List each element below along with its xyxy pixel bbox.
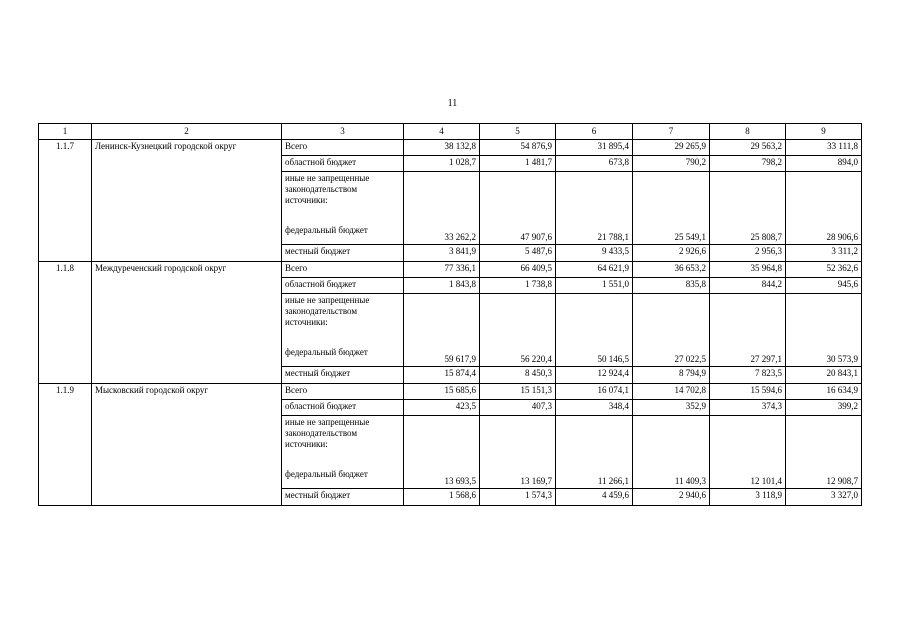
- local-value: 5 487,6: [480, 245, 556, 262]
- local-value: 7 823,5: [710, 367, 786, 384]
- total-value: 66 409,5: [480, 262, 556, 278]
- regional-value: 1 028,7: [404, 156, 480, 172]
- local-value: 8 794,9: [633, 367, 710, 384]
- regional-value: 835,8: [633, 278, 710, 294]
- regional-value: 352,9: [633, 400, 710, 416]
- row-label-other-federal: [282, 294, 404, 367]
- federal-value: 27 297,1: [710, 294, 786, 367]
- total-value: 29 265,9: [633, 140, 710, 156]
- federal-value: 21 788,1: [556, 172, 633, 245]
- regional-value: 407,3: [480, 400, 556, 416]
- table-body: [39, 124, 862, 506]
- regional-value: 399,2: [786, 400, 862, 416]
- federal-value: 11 409,3: [633, 416, 710, 489]
- total-value: 15 151,3: [480, 384, 556, 400]
- table-row: [39, 262, 862, 278]
- row-label-other-federal: [282, 416, 404, 489]
- total-value: 36 653,2: [633, 262, 710, 278]
- column-header: 2: [92, 124, 282, 140]
- regional-value: 1 551,0: [556, 278, 633, 294]
- row-label-local: местный бюджет: [282, 245, 404, 262]
- local-value: 2 956,3: [710, 245, 786, 262]
- federal-value: 27 022,5: [633, 294, 710, 367]
- federal-value: 25 808,7: [710, 172, 786, 245]
- regional-value: 423,5: [404, 400, 480, 416]
- local-value: 12 924,4: [556, 367, 633, 384]
- federal-value: 30 573,9: [786, 294, 862, 367]
- column-header: 8: [710, 124, 786, 140]
- federal-value: 50 146,5: [556, 294, 633, 367]
- total-value: 64 621,9: [556, 262, 633, 278]
- row-label-federal: федеральный бюджет: [285, 469, 368, 479]
- regional-value: 790,2: [633, 156, 710, 172]
- total-value: 52 362,6: [786, 262, 862, 278]
- federal-value: 11 266,1: [556, 416, 633, 489]
- total-value: 77 336,1: [404, 262, 480, 278]
- row-label-federal: федеральный бюджет: [285, 347, 368, 357]
- column-header: 1: [39, 124, 92, 140]
- regional-value: 798,2: [710, 156, 786, 172]
- district-name: Мысковский городской округ: [92, 384, 282, 506]
- regional-value: 348,4: [556, 400, 633, 416]
- total-value: 16 634,9: [786, 384, 862, 400]
- row-label-local: местный бюджет: [282, 367, 404, 384]
- total-value: 38 132,8: [404, 140, 480, 156]
- budget-table: [38, 123, 862, 506]
- local-value: 9 433,5: [556, 245, 633, 262]
- regional-value: 1 843,8: [404, 278, 480, 294]
- table-row: [39, 140, 862, 156]
- local-value: 3 118,9: [710, 489, 786, 506]
- total-value: 33 111,8: [786, 140, 862, 156]
- federal-value: 25 549,1: [633, 172, 710, 245]
- total-value: 35 964,8: [710, 262, 786, 278]
- federal-value: 13 169,7: [480, 416, 556, 489]
- regional-value: 844,2: [710, 278, 786, 294]
- row-label-total: Всего: [282, 262, 404, 278]
- local-value: 4 459,6: [556, 489, 633, 506]
- row-label-regional: областной бюджет: [282, 156, 404, 172]
- row-label-federal: федеральный бюджет: [285, 225, 368, 235]
- row-label-regional: областной бюджет: [282, 400, 404, 416]
- local-value: 15 874,4: [404, 367, 480, 384]
- local-value: 20 843,1: [786, 367, 862, 384]
- page-number: 11: [447, 98, 458, 109]
- federal-value: 13 693,5: [404, 416, 480, 489]
- local-value: 3 311,2: [786, 245, 862, 262]
- regional-value: 894,0: [786, 156, 862, 172]
- column-header: 7: [633, 124, 710, 140]
- regional-value: 945,6: [786, 278, 862, 294]
- row-label-other: иные не запрещенные законодательством источники:: [285, 173, 370, 205]
- total-value: 14 702,8: [633, 384, 710, 400]
- federal-value: 12 908,7: [786, 416, 862, 489]
- total-value: 15 685,6: [404, 384, 480, 400]
- federal-value: 28 906,6: [786, 172, 862, 245]
- column-number-row: [39, 124, 862, 140]
- local-value: 3 327,0: [786, 489, 862, 506]
- row-label-other-federal: [282, 172, 404, 245]
- local-value: 8 450,3: [480, 367, 556, 384]
- item-number: 1.1.7: [39, 140, 92, 262]
- item-number: 1.1.8: [39, 262, 92, 384]
- local-value: 1 574,3: [480, 489, 556, 506]
- row-label-local: местный бюджет: [282, 489, 404, 506]
- column-header: 3: [282, 124, 404, 140]
- row-label-regional: областной бюджет: [282, 278, 404, 294]
- total-value: 29 563,2: [710, 140, 786, 156]
- column-header: 6: [556, 124, 633, 140]
- total-value: 15 594,6: [710, 384, 786, 400]
- row-label-total: Всего: [282, 140, 404, 156]
- column-header: 9: [786, 124, 862, 140]
- federal-value: 56 220,4: [480, 294, 556, 367]
- column-header: 4: [404, 124, 480, 140]
- local-value: 2 940,6: [633, 489, 710, 506]
- row-label-other: иные не запрещенные законодательством источники:: [285, 417, 370, 449]
- federal-value: 12 101,4: [710, 416, 786, 489]
- column-header: 5: [480, 124, 556, 140]
- federal-value: 47 907,6: [480, 172, 556, 245]
- local-value: 2 926,6: [633, 245, 710, 262]
- table-row: [39, 384, 862, 400]
- district-name: Междуреченский городской округ: [92, 262, 282, 384]
- local-value: 3 841,9: [404, 245, 480, 262]
- total-value: 31 895,4: [556, 140, 633, 156]
- row-label-other: иные не запрещенные законодательством источники:: [285, 295, 370, 327]
- regional-value: 1 481,7: [480, 156, 556, 172]
- local-value: 1 568,6: [404, 489, 480, 506]
- federal-value: 59 617,9: [404, 294, 480, 367]
- district-name: Ленинск-Кузнецкий городской округ: [92, 140, 282, 262]
- regional-value: 673,8: [556, 156, 633, 172]
- total-value: 16 074,1: [556, 384, 633, 400]
- federal-value: 33 262,2: [404, 172, 480, 245]
- item-number: 1.1.9: [39, 384, 92, 506]
- total-value: 54 876,9: [480, 140, 556, 156]
- regional-value: 374,3: [710, 400, 786, 416]
- row-label-total: Всего: [282, 384, 404, 400]
- regional-value: 1 738,8: [480, 278, 556, 294]
